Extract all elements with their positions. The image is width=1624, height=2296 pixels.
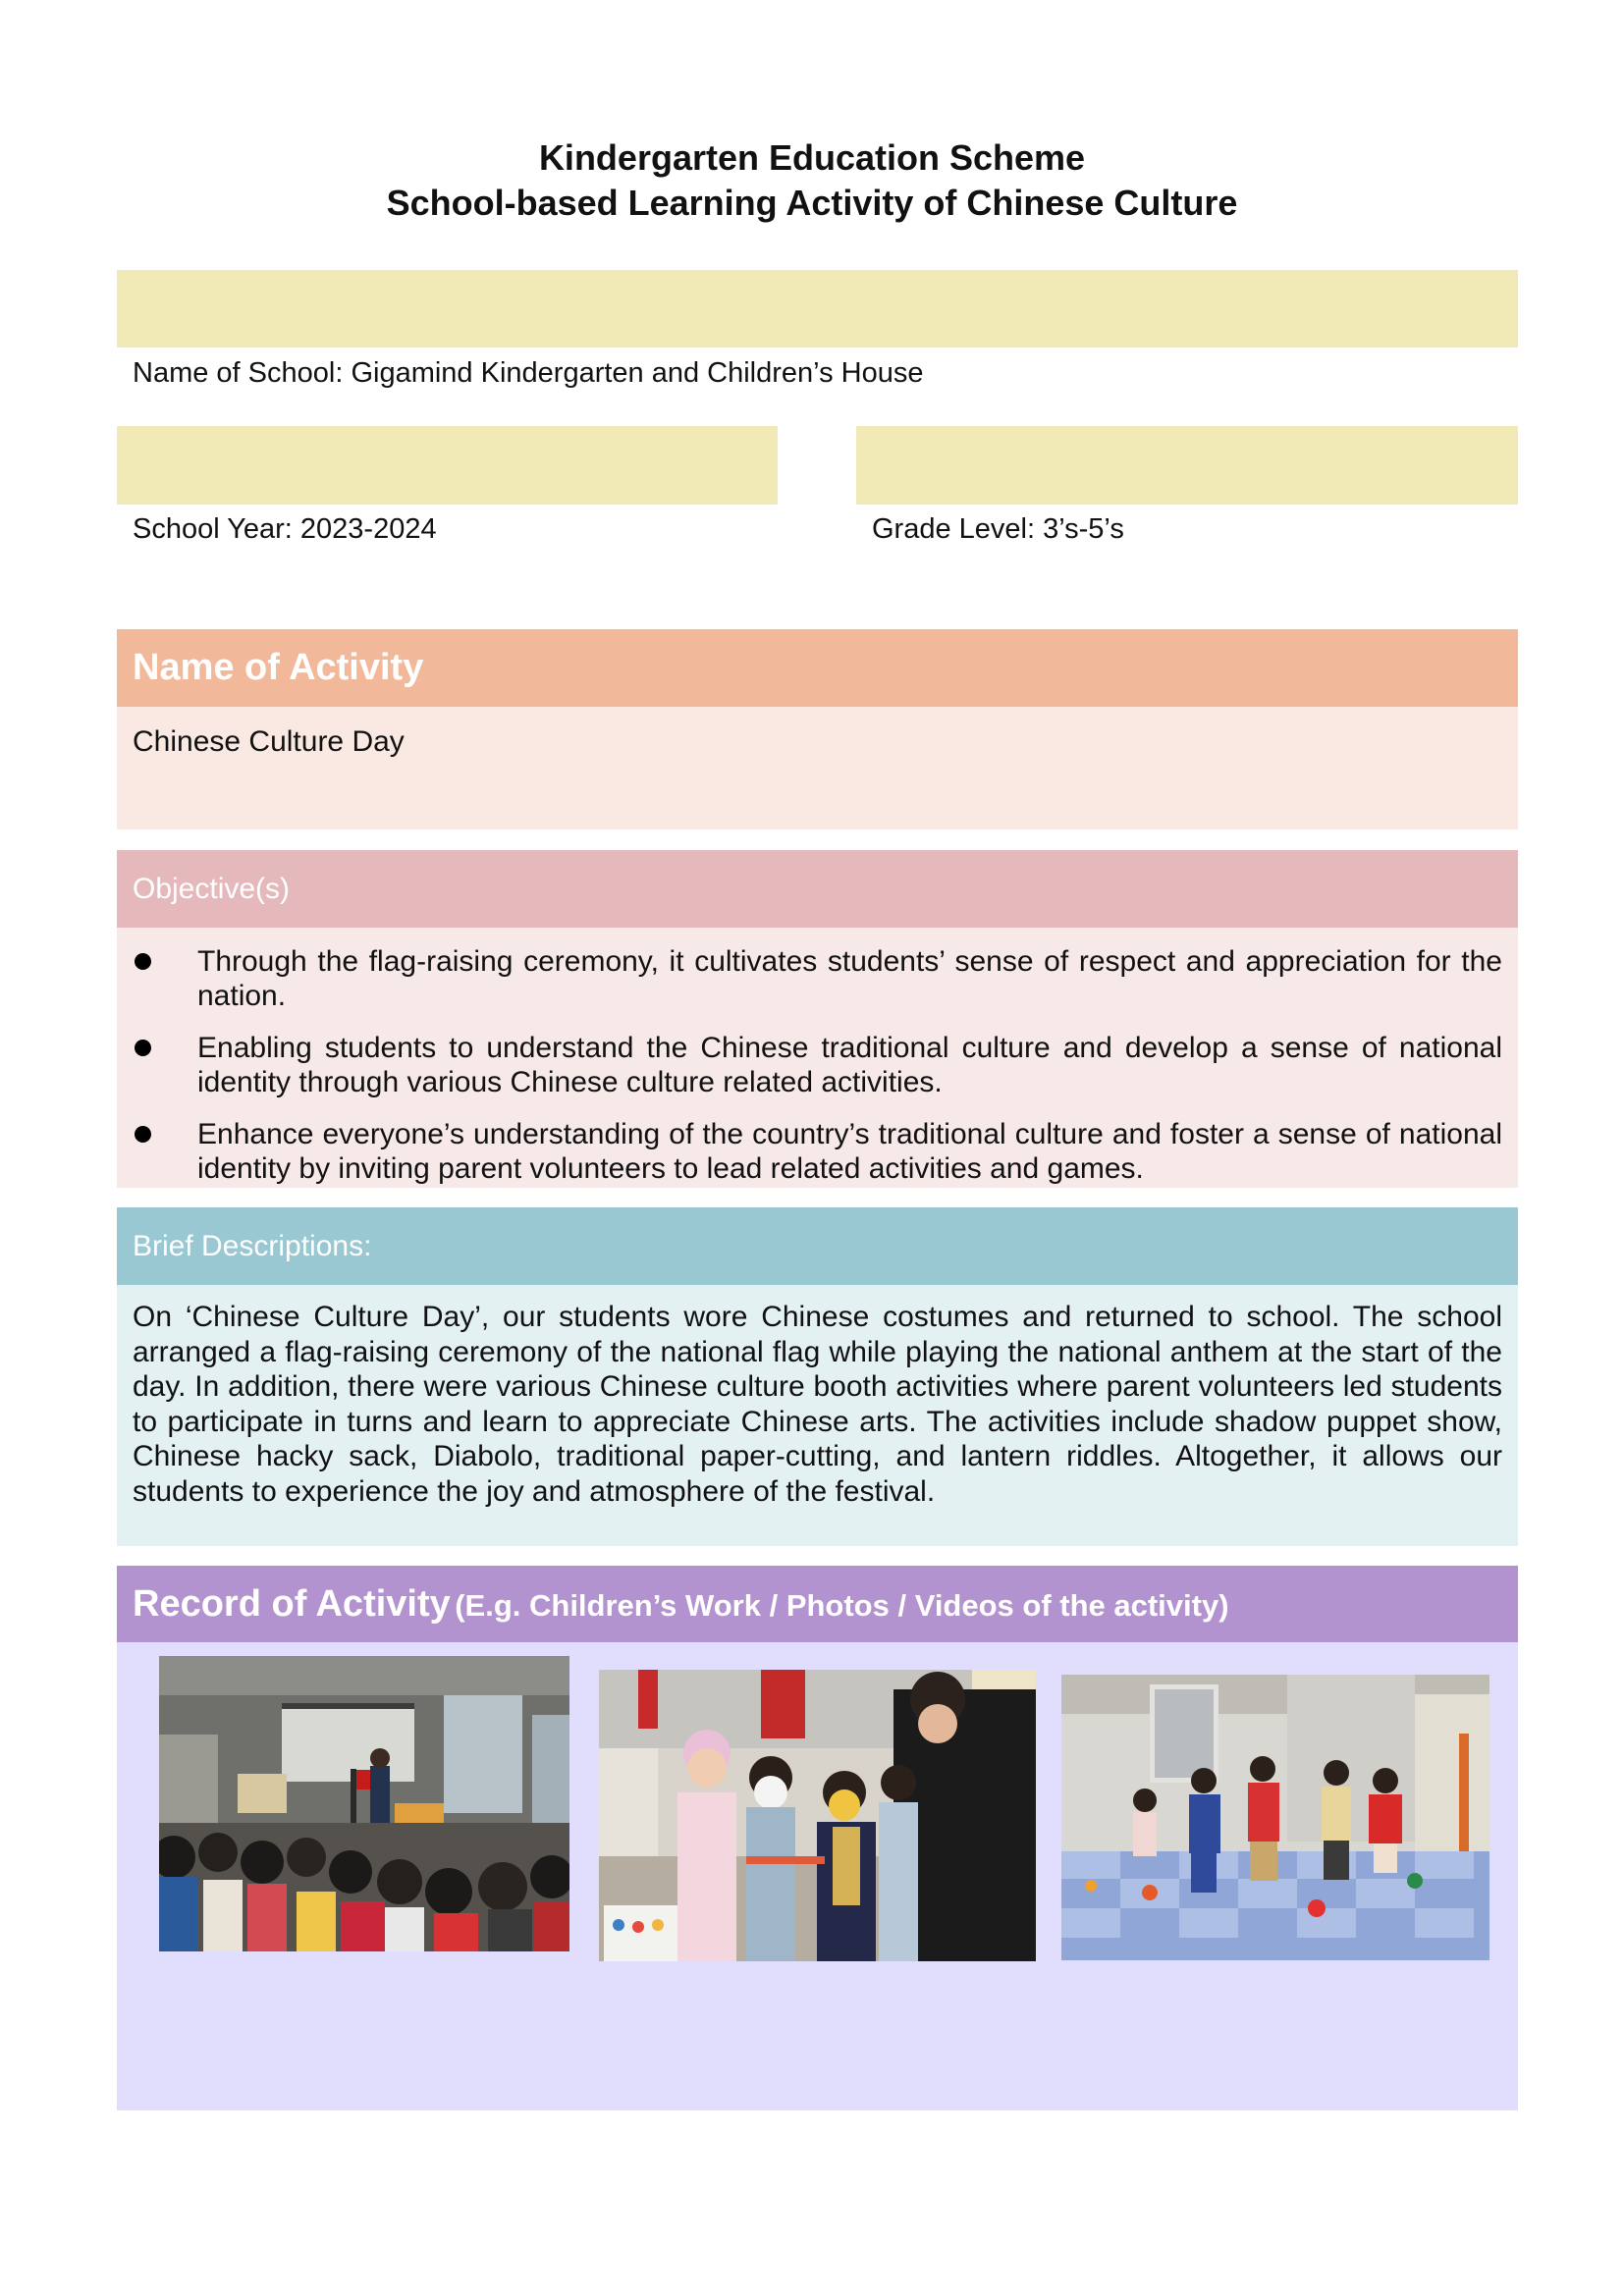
photo-flag-raising — [159, 1656, 569, 1951]
record-heading-bar — [117, 1566, 1518, 1642]
bullet-icon — [135, 1126, 151, 1143]
objective-item: Through the flag-raising ceremony, it cultivates students’ sense of respect and appreciation for the nation. — [117, 944, 1502, 1013]
objectives-body — [117, 928, 1518, 1188]
objective-item: Enabling students to understand the Chinese traditional culture and develop a sense of national identity through various Chinese culture related activities. — [117, 1031, 1502, 1099]
photo-diabolo — [1061, 1675, 1489, 1960]
description-body — [117, 1285, 1518, 1546]
description-heading: Brief Descriptions: — [117, 1207, 1518, 1285]
objectives-heading: Objective(s) — [117, 850, 1518, 928]
grade-level-band — [856, 426, 1518, 505]
activity-heading: Name of Activity — [117, 629, 1518, 707]
school-name: Name of School: Gigamind Kindergarten and Children’s House — [133, 357, 924, 389]
photo-culture-booth — [599, 1670, 1036, 1961]
record-subheading: (E.g. Children’s Work / Photos / Videos of the activity) — [455, 1588, 1229, 1623]
school-year-band — [117, 426, 778, 505]
activity-name: Chinese Culture Day — [133, 725, 405, 758]
record-heading: Record of Activity — [133, 1583, 451, 1625]
school-year: School Year: 2023-2024 — [133, 513, 437, 545]
description-text: On ‘Chinese Culture Day’, our students wore Chinese costumes and returned to school. The school arranged a flag-raising ceremony of the national flag while playing the national anthem at the start of the day. In addition, there were various Chinese culture booth activities where parent volunteers led students to participate in turns and learn to appreciate Chinese arts. The activities include shadow puppet show, Chinese hacky sack, Diabolo, traditional paper-cutting, and lantern riddles. Altogether, it allows our students to experience the joy and atmosphere of the festival. — [133, 1301, 1502, 1508]
activity-body — [117, 707, 1518, 829]
objectives-list — [117, 944, 1502, 1203]
document-title-line1: Kindergarten Education Scheme — [538, 137, 1086, 178]
grade-level: Grade Level: 3’s-5’s — [872, 513, 1124, 545]
objective-item: Enhance everyone’s understanding of the country’s traditional culture and foster a sense of national identity by inviting parent volunteers to lead related activities and games. — [117, 1117, 1502, 1186]
bullet-icon — [135, 953, 151, 970]
document-title-line2: School-based Learning Activity of Chinese Culture — [386, 183, 1238, 223]
bullet-icon — [135, 1040, 151, 1056]
school-name-band — [117, 270, 1518, 347]
